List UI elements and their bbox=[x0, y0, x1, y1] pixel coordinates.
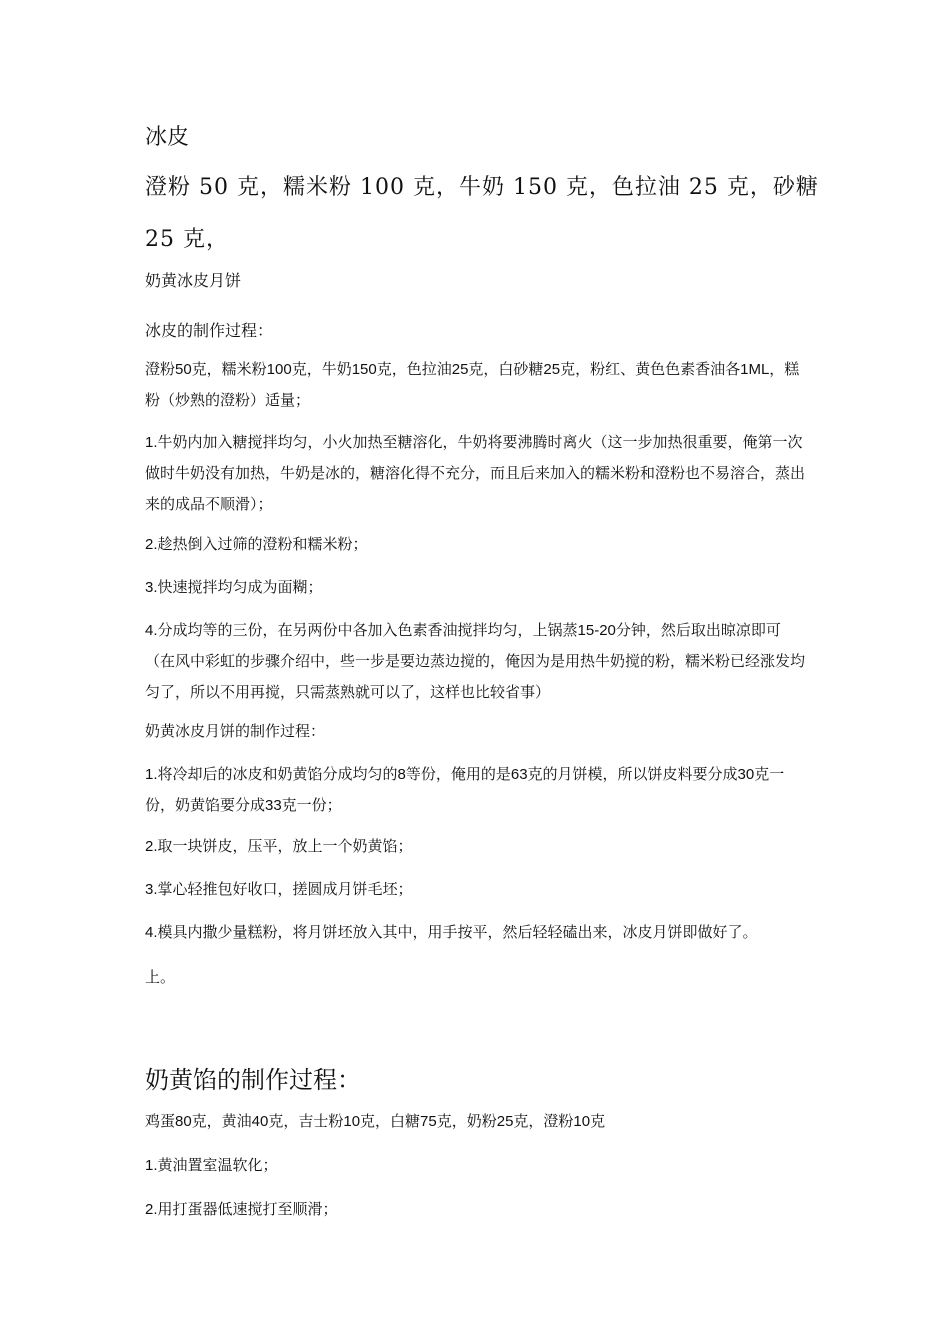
section-heading-bingpi-process: 冰皮的制作过程： bbox=[145, 321, 274, 340]
paragraph-step-4: 4.分成均等的三份，在另两份中各加入色素香油搅拌均匀，上锅蒸15-20分钟，然后取出晾凉即可（在风中彩虹的步骤介绍中，些一步是要边蒸边搅的，俺因为是用热牛奶搅的粉，糯米粉已经涨发均匀了，所以不用再搅，只需蒸熟就可以了，这样也比较省事） bbox=[145, 622, 806, 701]
title-custard-filling: 奶黄馅的制作过程： bbox=[145, 1066, 361, 1094]
mooncake-step-2: 2.取一块饼皮，压平，放上一个奶黄馅； bbox=[145, 838, 413, 855]
mooncake-step-3: 3.掌心轻推包好收口，搓圆成月饼毛坯； bbox=[145, 881, 413, 898]
paragraph-ingredients: 澄粉50克，糯米粉100克，牛奶150克，色拉油25克，白砂糖25克，粉红、黄色色素香油各1ML，糕粉（炒熟的澄粉）适量； bbox=[145, 361, 800, 409]
mooncake-end: 上。 bbox=[145, 969, 176, 986]
mooncake-step-1: 1.将冷却后的冰皮和奶黄馅分成均匀的8等份，俺用的是63克的月饼模，所以饼皮料要分成30克一份，奶黄馅要分成33克一份； bbox=[145, 766, 785, 814]
ingredients-line-2: 25 克， bbox=[145, 227, 229, 252]
mooncake-step-4: 4.模具内撒少量糕粉，将月饼坯放入其中，用手按平，然后轻轻磕出来，冰皮月饼即做好了。 bbox=[145, 924, 758, 941]
filling-ingredients: 鸡蛋80克，黄油40克，吉士粉10克，白糖75克，奶粉25克，澄粉10克 bbox=[145, 1113, 606, 1130]
title-bingpi: 冰皮 bbox=[145, 125, 190, 150]
filling-step-2: 2.用打蛋器低速搅打至顺滑； bbox=[145, 1201, 338, 1218]
filling-step-1: 1.黄油置室温软化； bbox=[145, 1157, 278, 1174]
paragraph-step-1: 1.牛奶内加入糖搅拌均匀，小火加热至糖溶化，牛奶将要沸腾时离火（这一步加热很重要，俺第一次做时牛奶没有加热，牛奶是冰的，糖溶化得不充分，而且后来加入的糯米粉和澄粉也不易溶合，蒸出来的成品不顺滑）； bbox=[145, 434, 806, 513]
section-heading-mooncake-process: 奶黄冰皮月饼的制作过程： bbox=[145, 723, 326, 740]
subtitle-mooncake: 奶黄冰皮月饼 bbox=[145, 271, 242, 290]
ingredients-line-1: 澄粉 50 克，糯米粉 100 克，牛奶 150 克，色拉油 25 克，砂糖 bbox=[145, 175, 819, 200]
paragraph-step-3: 3.快速搅拌均匀成为面糊； bbox=[145, 579, 323, 596]
paragraph-step-2: 2.趁热倒入过筛的澄粉和糯米粉； bbox=[145, 536, 368, 553]
